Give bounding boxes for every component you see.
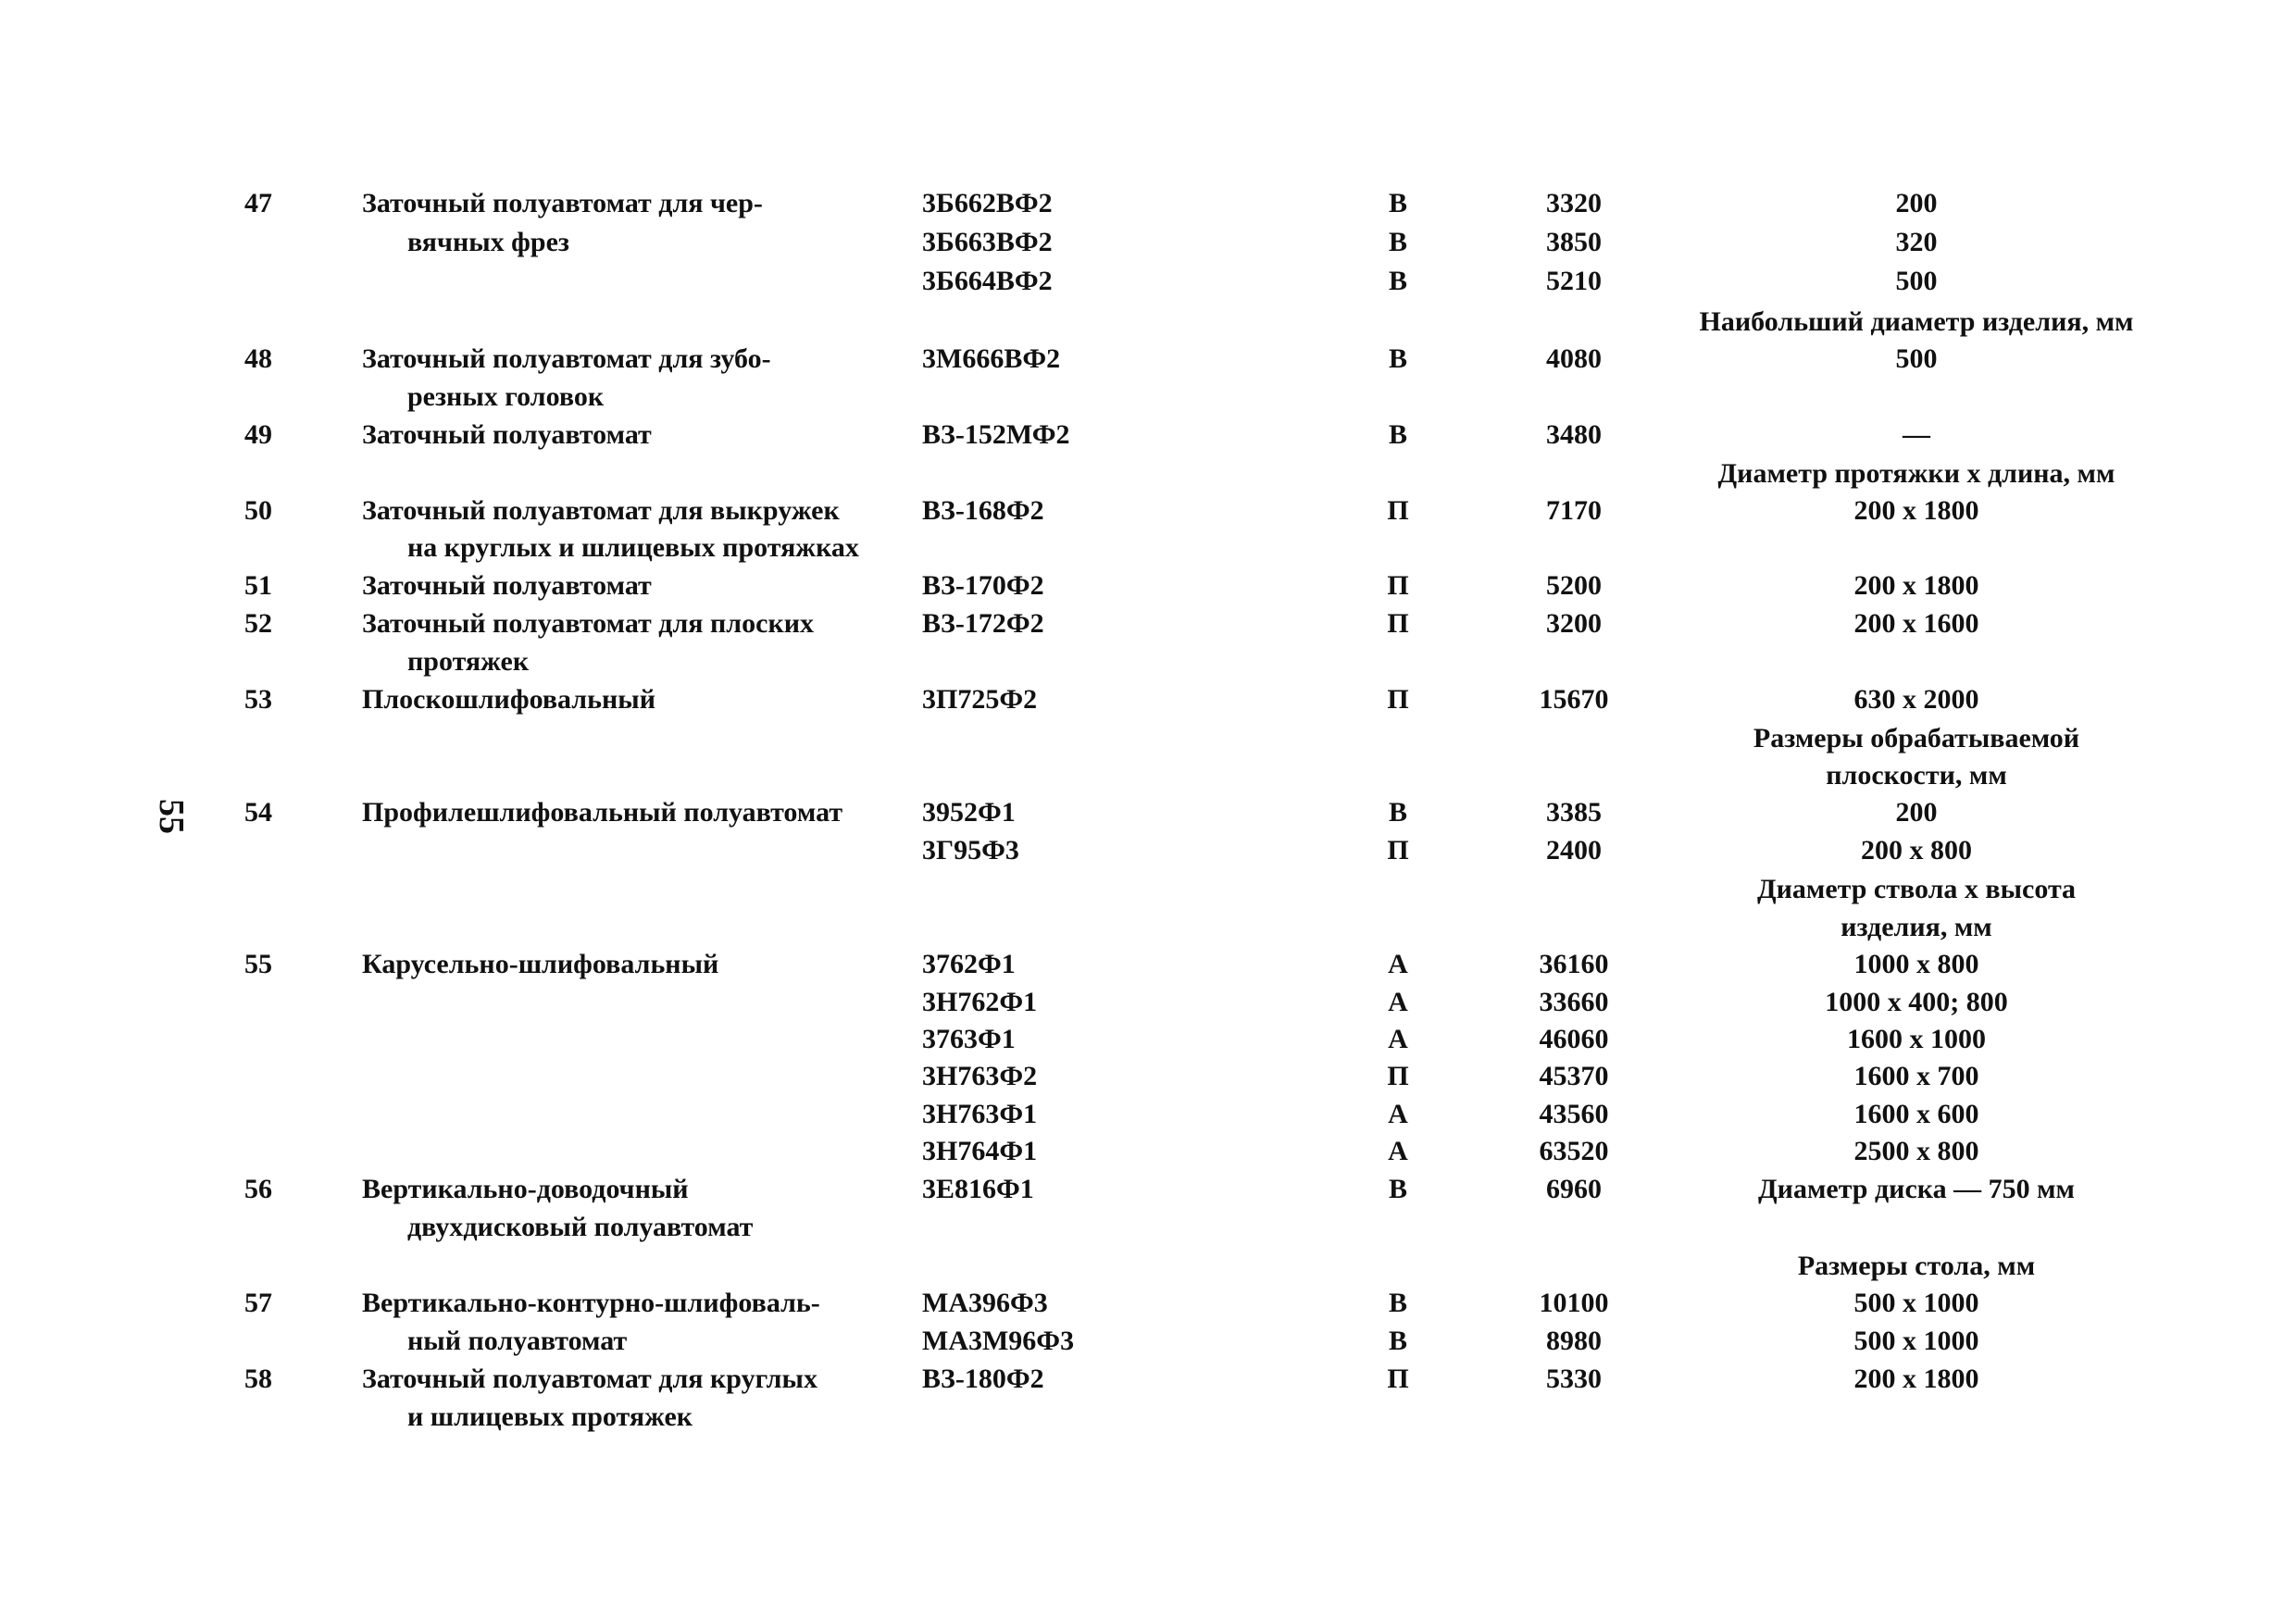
model-code: 3Н762Ф1 — [922, 987, 1038, 1017]
price: 3480 — [1546, 419, 1602, 450]
parameter-value: 200 х 1800 — [1853, 495, 1979, 526]
machine-name: резных головок — [407, 381, 605, 412]
model-code: ВЗ-168Ф2 — [922, 495, 1044, 526]
parameter-value: 1000 х 800 — [1853, 949, 1979, 979]
machine-name: Заточный полуавтомат для круглых — [362, 1364, 817, 1394]
row-number: 57 — [244, 1288, 272, 1318]
accuracy-class: А — [1388, 987, 1408, 1017]
machine-name: Карусельно-шлифовальный — [362, 949, 719, 979]
parameter-value: 200 — [1895, 188, 1938, 218]
parameter-value: 320 — [1895, 227, 1938, 257]
accuracy-class: П — [1387, 570, 1409, 601]
parameter-heading: изделия, мм — [1841, 912, 1992, 942]
accuracy-class: П — [1387, 684, 1409, 715]
machine-name: Заточный полуавтомат для плоских — [362, 608, 815, 639]
accuracy-class: В — [1388, 188, 1407, 218]
row-number: 56 — [244, 1174, 272, 1204]
accuracy-class: В — [1388, 266, 1407, 296]
row-number: 54 — [244, 797, 272, 828]
row-number: 48 — [244, 343, 272, 374]
parameter-value: 630 х 2000 — [1853, 684, 1979, 715]
price: 45370 — [1539, 1061, 1609, 1091]
accuracy-class: В — [1388, 343, 1407, 374]
parameter-value: 500 х 1000 — [1853, 1326, 1979, 1356]
accuracy-class: П — [1387, 1061, 1409, 1091]
accuracy-class: В — [1388, 227, 1407, 257]
accuracy-class: В — [1388, 1326, 1407, 1356]
accuracy-class: В — [1388, 1288, 1407, 1318]
model-code: 3Е816Ф1 — [922, 1174, 1034, 1204]
price: 43560 — [1539, 1099, 1609, 1129]
parameter-value: 200 — [1895, 797, 1938, 828]
price: 5210 — [1546, 266, 1602, 296]
row-number: 58 — [244, 1364, 272, 1394]
machine-name: Вертикально-доводочный — [362, 1174, 689, 1204]
row-number: 52 — [244, 608, 272, 639]
accuracy-class: В — [1388, 419, 1407, 450]
parameter-value: — — [1903, 419, 1930, 450]
model-code: 3Н764Ф1 — [922, 1136, 1038, 1166]
parameter-value: 2500 х 800 — [1853, 1136, 1979, 1166]
price: 7170 — [1546, 495, 1602, 526]
price: 3320 — [1546, 188, 1602, 218]
parameter-value: 1600 х 1000 — [1847, 1024, 1986, 1054]
row-number: 47 — [244, 188, 272, 218]
machine-name: протяжек — [407, 646, 530, 677]
price: 46060 — [1539, 1024, 1609, 1054]
price: 5200 — [1546, 570, 1602, 601]
model-code: ВЗ-170Ф2 — [922, 570, 1044, 601]
model-code: 3Б662ВФ2 — [922, 188, 1053, 218]
model-code: ВЗ-172Ф2 — [922, 608, 1044, 639]
accuracy-class: П — [1387, 495, 1409, 526]
parameter-value: 200 х 1800 — [1853, 1364, 1979, 1394]
parameter-value: 200 х 1800 — [1853, 570, 1979, 601]
parameter-heading: Размеры обрабатываемой — [1753, 723, 2080, 753]
model-code: 3763Ф1 — [922, 1024, 1016, 1054]
parameter-value: 200 х 800 — [1861, 835, 1972, 866]
machine-name: Заточный полуавтомат — [362, 570, 652, 601]
machine-name: Плоскошлифовальный — [362, 684, 655, 715]
accuracy-class: А — [1388, 1024, 1408, 1054]
accuracy-class: П — [1387, 1364, 1409, 1394]
price: 10100 — [1539, 1288, 1609, 1318]
row-number: 51 — [244, 570, 272, 601]
machine-name: Профилешлифовальный полуавтомат — [362, 797, 843, 828]
parameter-value: 500 — [1895, 266, 1938, 296]
model-code: МА3М96Ф3 — [922, 1326, 1075, 1356]
parameter-value: 200 х 1600 — [1853, 608, 1979, 639]
price: 36160 — [1539, 949, 1609, 979]
model-code: 3Н763Ф1 — [922, 1099, 1038, 1129]
parameter-value: 1600 х 600 — [1853, 1099, 1979, 1129]
page-number: 55 — [152, 799, 191, 834]
parameter-value: Диаметр диска — 750 мм — [1758, 1174, 2075, 1204]
parameter-heading: Диаметр протяжки х длина, мм — [1717, 458, 2115, 489]
accuracy-class: А — [1388, 949, 1408, 979]
price: 63520 — [1539, 1136, 1609, 1166]
price: 3200 — [1546, 608, 1602, 639]
price: 3385 — [1546, 797, 1602, 828]
model-code: 3М666ВФ2 — [922, 343, 1061, 374]
parameter-value: 500 — [1895, 343, 1938, 374]
machine-name: ный полуавтомат — [407, 1326, 628, 1356]
price: 5330 — [1546, 1364, 1602, 1394]
machine-name: Заточный полуавтомат для чер- — [362, 188, 763, 218]
model-code: МА396Ф3 — [922, 1288, 1048, 1318]
accuracy-class: В — [1388, 797, 1407, 828]
parameter-heading: Диаметр ствола х высота — [1756, 874, 2077, 904]
price: 33660 — [1539, 987, 1609, 1017]
machine-name: вячных фрез — [407, 227, 569, 257]
accuracy-class: П — [1387, 608, 1409, 639]
parameter-value: 500 х 1000 — [1853, 1288, 1979, 1318]
price: 3850 — [1546, 227, 1602, 257]
machine-name: Заточный полуавтомат для выкружек — [362, 495, 840, 526]
model-code: 3952Ф1 — [922, 797, 1016, 828]
price: 2400 — [1546, 835, 1602, 866]
accuracy-class: П — [1387, 835, 1409, 866]
model-code: 3Б664ВФ2 — [922, 266, 1053, 296]
parameter-heading: плоскости, мм — [1826, 760, 2007, 791]
accuracy-class: В — [1388, 1174, 1407, 1204]
machine-name: двухдисковый полуавтомат — [407, 1212, 754, 1242]
price: 15670 — [1539, 684, 1609, 715]
parameter-heading: Размеры стола, мм — [1797, 1251, 2036, 1281]
accuracy-class: А — [1388, 1136, 1408, 1166]
price: 4080 — [1546, 343, 1602, 374]
model-code: 3762Ф1 — [922, 949, 1016, 979]
row-number: 53 — [244, 684, 272, 715]
machine-name: на круглых и шлицевых протяжках — [407, 532, 859, 563]
model-code: 3Н763Ф2 — [922, 1061, 1038, 1091]
parameter-value: 1600 х 700 — [1853, 1061, 1979, 1091]
machine-name: Заточный полуавтомат для зубо- — [362, 343, 771, 374]
machine-name: Вертикально-контурно-шлифоваль- — [362, 1288, 820, 1318]
parameter-heading: Наибольший диаметр изделия, мм — [1699, 306, 2134, 337]
price: 6960 — [1546, 1174, 1602, 1204]
machine-name: и шлицевых протяжек — [407, 1401, 693, 1432]
row-number: 50 — [244, 495, 272, 526]
row-number: 49 — [244, 419, 272, 450]
row-number: 55 — [244, 949, 272, 979]
price: 8980 — [1546, 1326, 1602, 1356]
model-code: 3П725Ф2 — [922, 684, 1038, 715]
accuracy-class: А — [1388, 1099, 1408, 1129]
parameter-value: 1000 х 400; 800 — [1825, 987, 2008, 1017]
model-code: ВЗ-180Ф2 — [922, 1364, 1044, 1394]
model-code: ВЗ-152МФ2 — [922, 419, 1070, 450]
machine-name: Заточный полуавтомат — [362, 419, 652, 450]
model-code: 3Б663ВФ2 — [922, 227, 1053, 257]
model-code: 3Г95Ф3 — [922, 835, 1019, 866]
